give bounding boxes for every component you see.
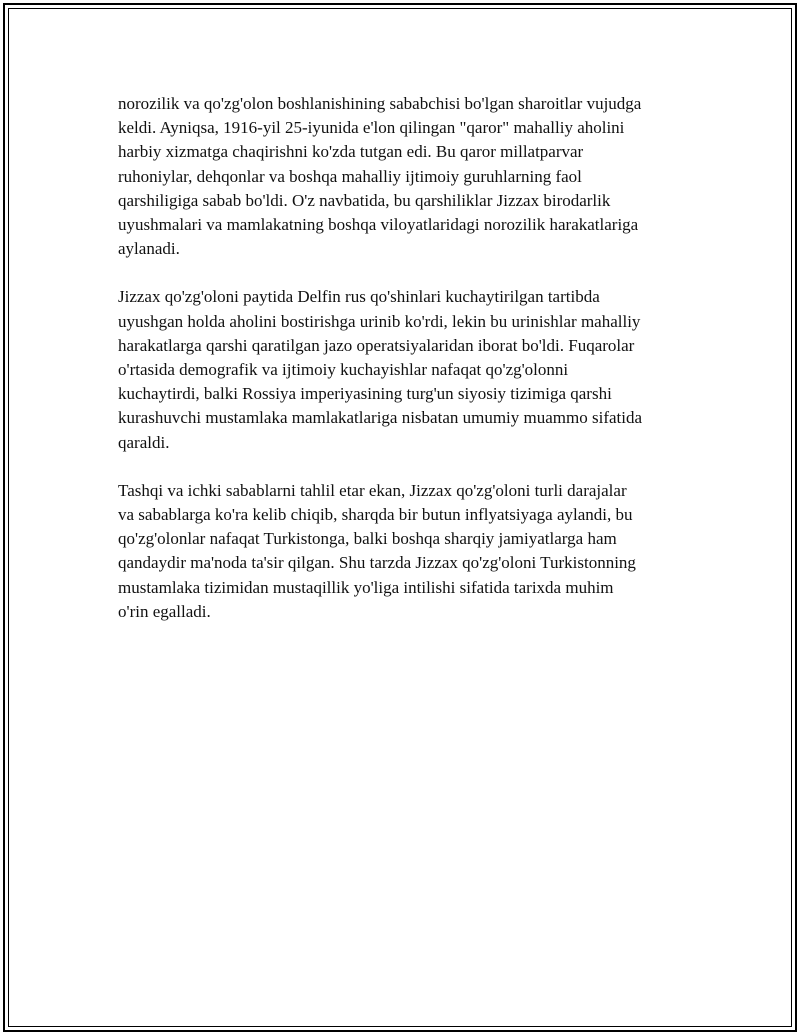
text-line: Jizzax qo'zg'oloni paytida Delfin rus qo'shinlari kuchaytirilgan tartibda [118,287,600,307]
text-line: qarshiligiga sabab bo'ldi. O'z navbatida, bu qarshiliklar Jizzax birodarlik [118,190,611,210]
text-line: o'rin egalladi. [118,601,211,621]
text-line: o'rtasida demografik va ijtimoiy kuchayishlar nafaqat qo'zg'olonni [118,360,569,380]
text-line: aylanadi. [118,239,180,259]
text-line: harakatlarga qarshi qaratilgan jazo operatsiyalaridan iborat bo'ldi. Fuqarolar [118,335,635,355]
document-body [118,92,688,648]
paragraph-1 [118,92,688,261]
paragraph-2 [118,285,688,454]
text-line: keldi. Ayniqsa, 1916-yil 25-iyunida e'lon qilingan "qaror" mahalliy aholini [118,118,625,138]
text-line: va sabablarga ko'ra kelib chiqib, sharqda bir butun inflyatsiyaga aylandi, bu [118,505,633,525]
text-line: harbiy xizmatga chaqirishni ko'zda tutgan edi. Bu qaror millatparvar [118,142,584,162]
text-line: ruhoniylar, dehqonlar va boshqa mahalliy ijtimoiy guruhlarning faol [118,166,582,186]
text-line: qo'zg'olonlar nafaqat Turkistonga, balki boshqa sharqiy jamiyatlarga ham [118,529,617,549]
text-line: uyushgan holda aholini bostirishga urinib ko'rdi, lekin bu urinishlar mahalliy [118,311,641,331]
paragraph-3 [118,479,688,624]
text-line: qaraldi. [118,432,170,452]
text-line: kuchaytirdi, balki Rossiya imperiyasining turg'un siyosiy tizimiga qarshi [118,384,612,404]
text-line: Tashqi va ichki sabablarni tahlil etar ekan, Jizzax qo'zg'oloni turli darajalar [118,480,627,500]
text-line: uyushmalari va mamlakatning boshqa viloyatlaridagi norozilik harakatlariga [118,215,639,235]
text-line: norozilik va qo'zg'olon boshlanishining sababchisi bo'lgan sharoitlar vujudga [118,94,642,113]
text-line: mustamlaka tizimidan mustaqillik yo'liga intilishi sifatida tarixda muhim [118,577,614,597]
text-line: kurashuvchi mustamlaka mamlakatlariga nisbatan umumiy muammo sifatida [118,408,643,428]
text-line: qandaydir ma'noda ta'sir qilgan. Shu tarzda Jizzax qo'zg'oloni Turkistonning [118,553,636,573]
